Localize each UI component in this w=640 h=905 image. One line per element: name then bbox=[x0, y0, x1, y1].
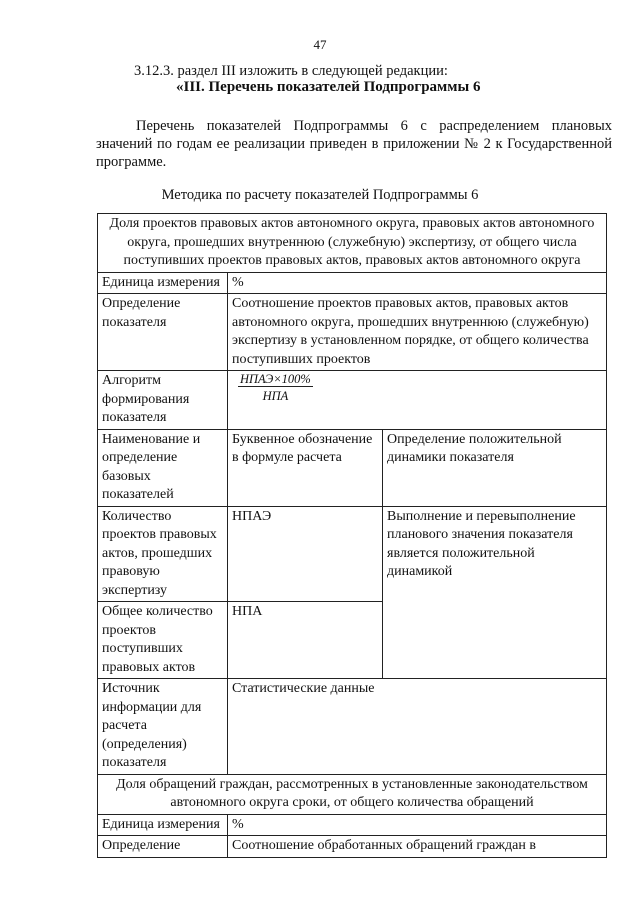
col-dynamics-header: Определение положительной динамики показателя bbox=[383, 429, 607, 506]
intro-line: 3.12.3. раздел III изложить в следующей редакции: bbox=[134, 63, 448, 79]
source-value: Статистические данные bbox=[228, 679, 607, 775]
table-row bbox=[98, 429, 607, 506]
table-row bbox=[98, 774, 607, 814]
unit2-label: Единица измерения bbox=[98, 814, 228, 836]
formula-denominator: НПА bbox=[262, 389, 289, 403]
unit2-value: % bbox=[228, 814, 607, 836]
table-row bbox=[98, 506, 607, 602]
table-row bbox=[98, 836, 607, 858]
source-label: Источник информации для расчета (определения) показателя bbox=[98, 679, 228, 775]
dynamics-value: Выполнение и перевыполнение планового значения показателя является положительной динамикой bbox=[383, 506, 607, 679]
page-number: 47 bbox=[313, 37, 327, 52]
definition2-label: Определение bbox=[98, 836, 228, 858]
indicator-title: Доля проектов правовых актов автономного округа, правовых актов автономного округа, прошедших внутреннюю (служебную) экспертизу, от общего числа поступивших проектов правовых актов, правовых актов автономного округа bbox=[98, 214, 607, 273]
table-row bbox=[98, 294, 607, 371]
algorithm-label: Алгоритм формирования показателя bbox=[98, 371, 228, 430]
col-letter-header: Буквенное обозначение в формуле расчета bbox=[228, 429, 383, 506]
row2-label: Общее количество проектов поступивших правовых актов bbox=[98, 602, 228, 679]
table-row bbox=[98, 214, 607, 273]
base-label: Наименование и определение базовых показателей bbox=[98, 429, 228, 506]
row2-code: НПА bbox=[228, 602, 383, 679]
table-row bbox=[98, 371, 607, 430]
table-row bbox=[98, 272, 607, 294]
table-row bbox=[98, 679, 607, 775]
formula bbox=[238, 372, 313, 403]
definition-value: Соотношение проектов правовых актов, правовых актов автономного округа, прошедших внутреннюю (служебную) экспертизу в установленном порядке, от общего количества поступивших проектов bbox=[228, 294, 607, 371]
indicators-table bbox=[97, 213, 607, 858]
row1-code: НПАЭ bbox=[228, 506, 383, 602]
indicator2-title: Доля обращений граждан, рассмотренных в установленные законодательством автономного округа сроки, от общего количества обращений bbox=[98, 774, 607, 814]
definition-label: Определение показателя bbox=[98, 294, 228, 371]
method-title: Методика по расчету показателей Подпрограммы 6 bbox=[161, 187, 479, 203]
intro-paragraph: Перечень показателей Подпрограммы 6 с распределением плановых значений по годам ее реализации приведен в приложении № 2 к Государственной программе. bbox=[96, 118, 612, 170]
row1-label: Количество проектов правовых актов, прошедших правовую экспертизу bbox=[98, 506, 228, 602]
unit-label: Единица измерения bbox=[98, 272, 228, 294]
section-title: «III. Перечень показателей Подпрограммы 6 bbox=[176, 79, 481, 95]
unit-value: % bbox=[228, 272, 607, 294]
formula-numerator: НПАЭ×100% bbox=[240, 372, 311, 386]
definition2-value: Соотношение обработанных обращений граждан в bbox=[228, 836, 607, 858]
table-row bbox=[98, 814, 607, 836]
formula-cell bbox=[228, 371, 607, 430]
